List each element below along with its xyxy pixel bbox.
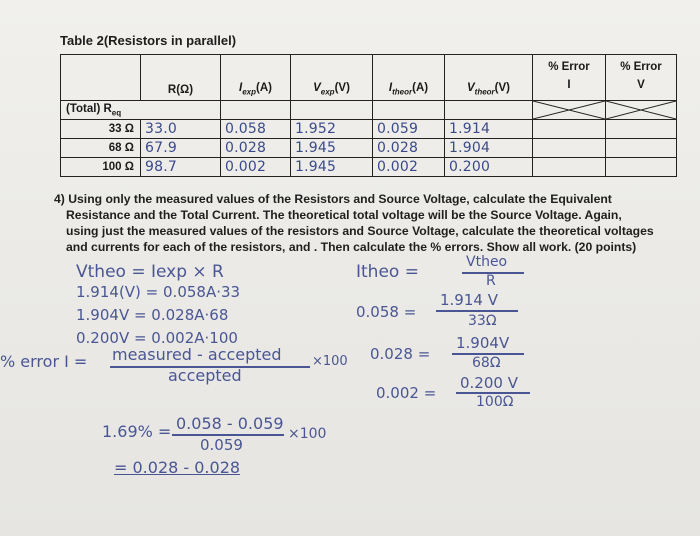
row-label-68: 68 Ω <box>61 139 141 158</box>
hw-itheo-den: R <box>486 273 496 289</box>
hw-i3-den: 100Ω <box>476 394 514 410</box>
hw-calc-den: 0.059 <box>200 436 243 454</box>
header-vexp: $V_{exp}(V)$ <box>291 55 373 101</box>
header-row <box>61 55 677 101</box>
header-itheor: $I_{theor}(A)$ <box>373 55 445 101</box>
total-label: (Total) $R_{eq}$ <box>61 101 221 120</box>
header-r: R(Ω) <box>141 55 221 101</box>
cross-mark-icon <box>606 101 676 119</box>
total-iexp <box>221 101 291 120</box>
table-row <box>61 139 677 158</box>
cell-empty <box>606 120 677 139</box>
cell-value: 0.002 <box>377 159 419 175</box>
hw-vtheo-line-1: 1.914(V) = 0.058A·33 <box>76 283 241 301</box>
question-line: and currents for each of the resistors, and . Then calculate the % errors. Show all work. (20 points) <box>66 240 637 254</box>
hw-i1-num: 1.914 V <box>440 291 498 309</box>
total-vtheor <box>445 101 533 120</box>
hw-error-mult: ×100 <box>312 354 348 369</box>
hw-calc-mult: ×100 <box>288 426 327 442</box>
cell-value: 1.952 <box>295 121 337 137</box>
cell-value: 98.7 <box>145 159 177 175</box>
cell-value: 0.028 <box>225 140 267 156</box>
hw-i1-lhs: 0.058 = <box>356 303 417 321</box>
header-vtheor: $V_{theor}(V)$ <box>445 55 533 101</box>
header-iexp: $I_{exp}(A)$ <box>221 55 291 101</box>
hw-vtheo-line-3: 0.200V = 0.002A·100 <box>76 329 238 347</box>
hw-vtheo-formula: Vtheo = Iexp × R <box>76 262 224 282</box>
cell-empty <box>533 139 606 158</box>
total-itheor <box>373 101 445 120</box>
header-error-i: % Error I <box>533 55 606 101</box>
hw-itheo-lhs: Itheo = <box>356 262 419 282</box>
cell-value: 33.0 <box>145 121 177 137</box>
hw-i2-den: 68Ω <box>472 355 501 371</box>
cell-value: 0.028 <box>377 140 419 156</box>
cell-empty <box>533 120 606 139</box>
fraction-bar <box>436 310 518 312</box>
cell-value: 67.9 <box>145 140 177 156</box>
question-text <box>54 191 686 255</box>
table-row <box>61 158 677 177</box>
cell-value: 0.058 <box>225 121 267 137</box>
cell-value: 1.945 <box>295 140 337 156</box>
hw-calc-line-2: = 0.028 - 0.028 <box>114 458 241 477</box>
question-line: using just the measured values of the resistors and Source Voltage, calculate the theoretical voltages <box>66 224 654 238</box>
resistor-table <box>60 54 677 177</box>
total-error-i-crossed <box>533 101 606 120</box>
header-error-v: % Error V <box>606 55 677 101</box>
hw-error-lhs: % error I = <box>0 352 88 371</box>
cell-empty <box>533 158 606 177</box>
cell-empty <box>606 158 677 177</box>
total-vexp <box>291 101 373 120</box>
question-line: 4) Using only the measured values of the Resistors and Source Voltage, calculate the Equivalent <box>54 192 612 206</box>
table-row <box>61 120 677 139</box>
cell-empty <box>606 139 677 158</box>
hw-itheo-num: Vtheo <box>466 254 508 270</box>
total-row <box>61 101 677 120</box>
hw-i3-lhs: 0.002 = <box>376 384 437 402</box>
hw-i2-lhs: 0.028 = <box>370 345 431 363</box>
hw-calc-lhs: 1.69% = <box>102 422 172 441</box>
cross-mark-icon <box>533 101 605 119</box>
hw-error-num: measured - accepted <box>112 345 282 364</box>
hw-i1-den: 33Ω <box>468 313 497 329</box>
cell-value: 0.059 <box>377 121 419 137</box>
cell-value: 1.945 <box>295 159 337 175</box>
row-label-100: 100 Ω <box>61 158 141 177</box>
header-blank <box>61 55 141 101</box>
cell-value: 0.002 <box>225 159 267 175</box>
cell-value: 0.200 <box>449 159 491 175</box>
hw-calc-num: 0.058 - 0.059 <box>176 414 284 433</box>
hw-error-den: accepted <box>168 366 242 385</box>
total-error-v-crossed <box>606 101 677 120</box>
cell-value: 1.914 <box>449 121 491 137</box>
hw-vtheo-line-2: 1.904V = 0.028A·68 <box>76 306 229 324</box>
hw-i3-num: 0.200 V <box>460 374 518 392</box>
cell-value: 1.904 <box>449 140 491 156</box>
hw-i2-num: 1.904V <box>456 334 510 352</box>
table-title: Table 2(Resistors in parallel) <box>60 33 237 48</box>
question-line: Resistance and the Total Current. The theoretical total voltage will be the Source Voltage. Again, <box>66 208 622 222</box>
row-label-33: 33 Ω <box>61 120 141 139</box>
